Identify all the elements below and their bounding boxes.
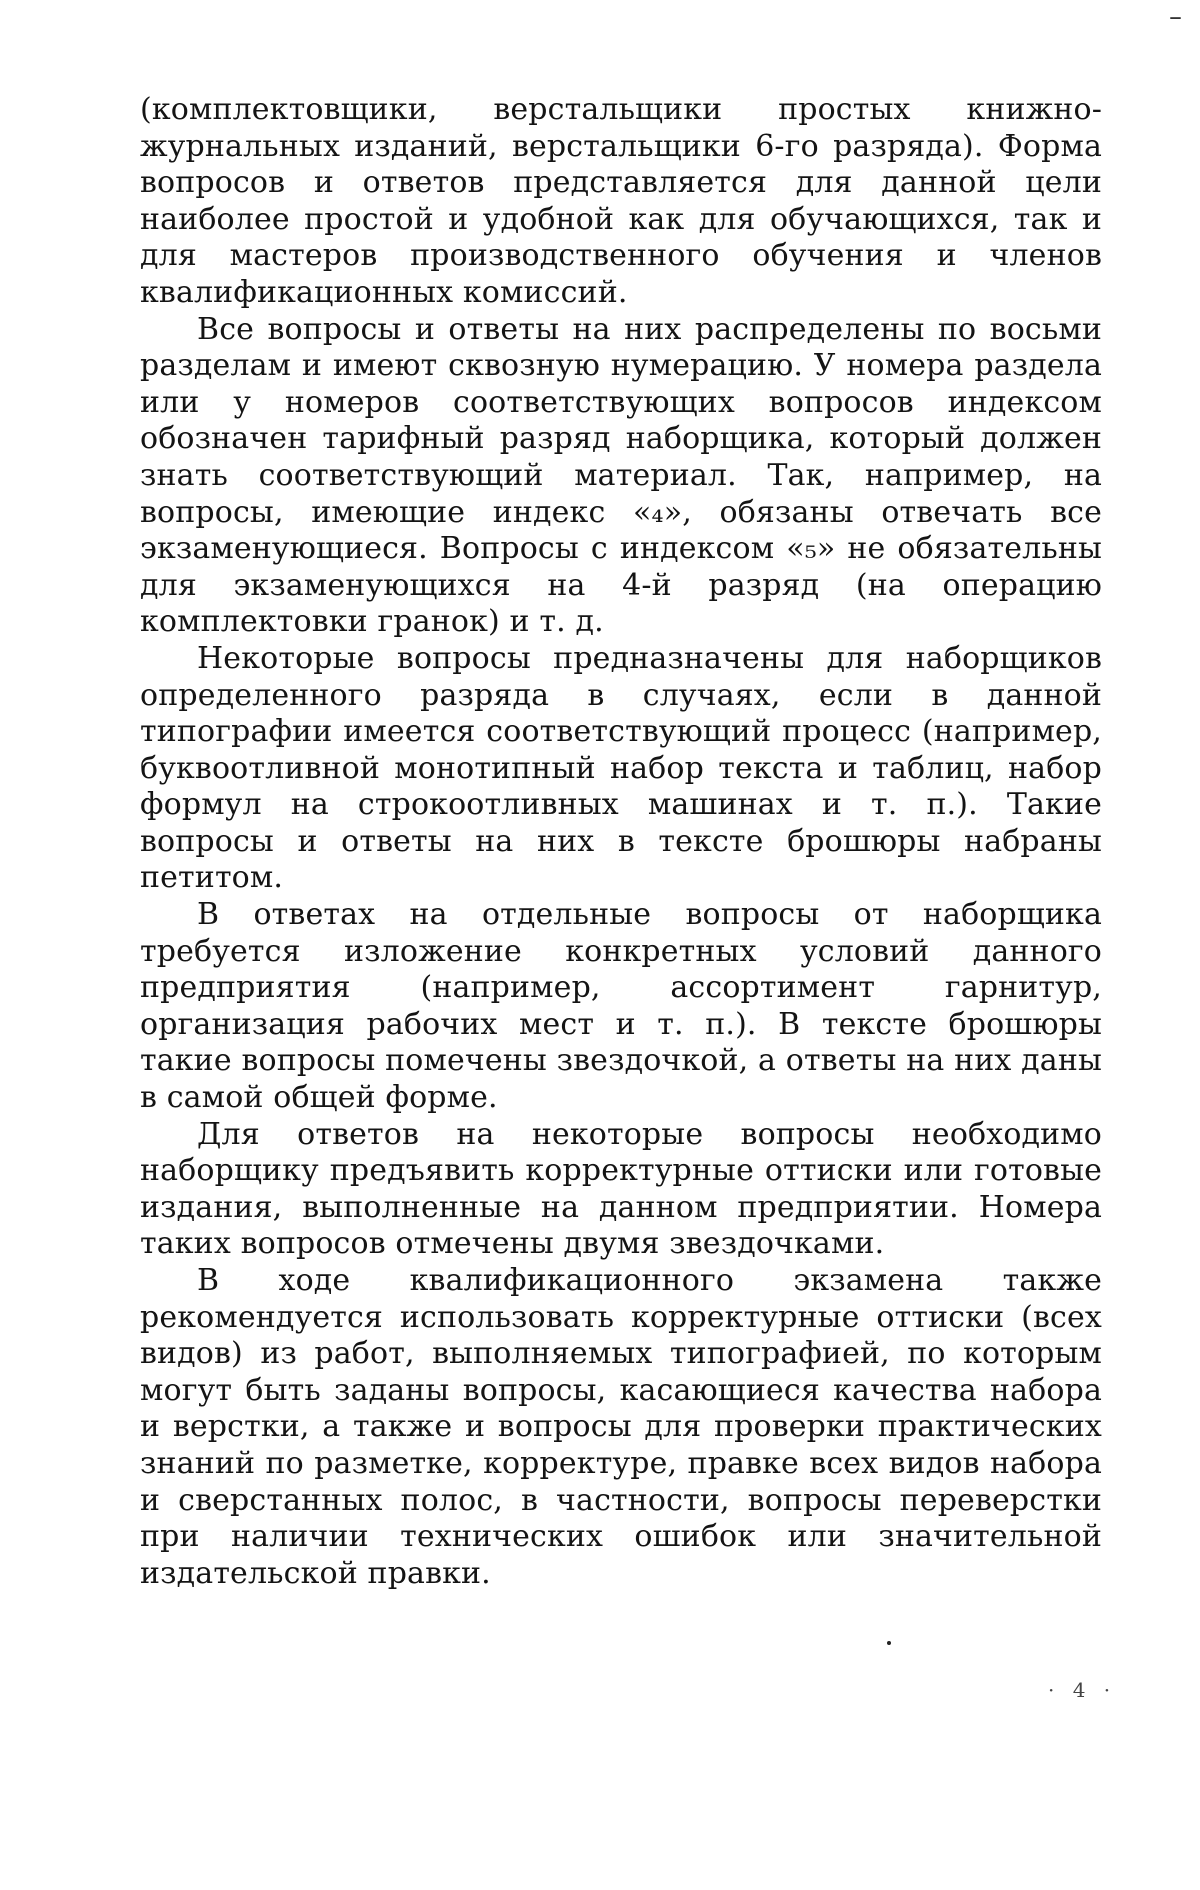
edge-mark: – (1169, 4, 1182, 30)
print-speck (887, 1641, 891, 1645)
page-number: · 4 · (1048, 1680, 1116, 1700)
paragraph-double-starred-questions: Для ответов на некоторые вопросы необходимо наборщику предъявить корректурные оттиски или готовые издания, выполненные на данном предприятии. Номера таких вопросов отмечены двумя звездочками. (140, 1117, 1102, 1263)
paragraph-exam-recommendations: В ходе квалификационного экзамена также рекомендуется использовать корректурные оттиски (всех видов) из работ, выполняемых типографией, по которым могут быть заданы вопросы, касающиеся качества набора и верстки, а также и вопросы для проверки практических знаний по разметке, корректуре, правке всех видов набора и сверстанных полос, в частности, вопросы переверстки при наличии технических ошибок или значительной издательской правки. (140, 1263, 1102, 1592)
paragraph-continuation: (комплектовщики, верстальщики простых книжно-журнальных изданий, верстальщики 6-го разряда). Форма вопросов и ответов представляется для данной цели наиболее простой и удобной как для обучающихся, так и для мастеров производственного обучения и членов квалификационных комиссий. (140, 92, 1102, 312)
document-page (0, 0, 1200, 1890)
paragraph-question-distribution: Все вопросы и ответы на них распределены по восьми разделам и имеют сквозную нумерацию. У номера раздела или у номеров соответствующих вопросов индексом обозначен тарифный разряд наборщика, который должен знать соответствующий материал. Так, например, на вопросы, имеющие индекс «₄», обязаны отвечать все экзаменующиеся. Вопросы с индексом «₅» не обязательны для экзаменующихся на 4-й разряд (на операцию комплектовки гранок) и т. д. (140, 312, 1102, 641)
paragraph-starred-questions: В ответах на отдельные вопросы от наборщика требуется изложение конкретных условий данного предприятия (например, ассортимент гарнитур, организация рабочих мест и т. п.). В тексте брошюры такие вопросы помечены звездочкой, а ответы на них даны в самой общей форме. (140, 897, 1102, 1117)
body-text (140, 92, 1102, 1592)
paragraph-special-questions: Некоторые вопросы предназначены для наборщиков определенного разряда в случаях, если в данной типографии имеется соответствующий процесс (например, буквоотливной монотипный набор текста и таблиц, набор формул на строкоотливных машинах и т. п.). Такие вопросы и ответы на них в тексте брошюры набраны петитом. (140, 641, 1102, 897)
